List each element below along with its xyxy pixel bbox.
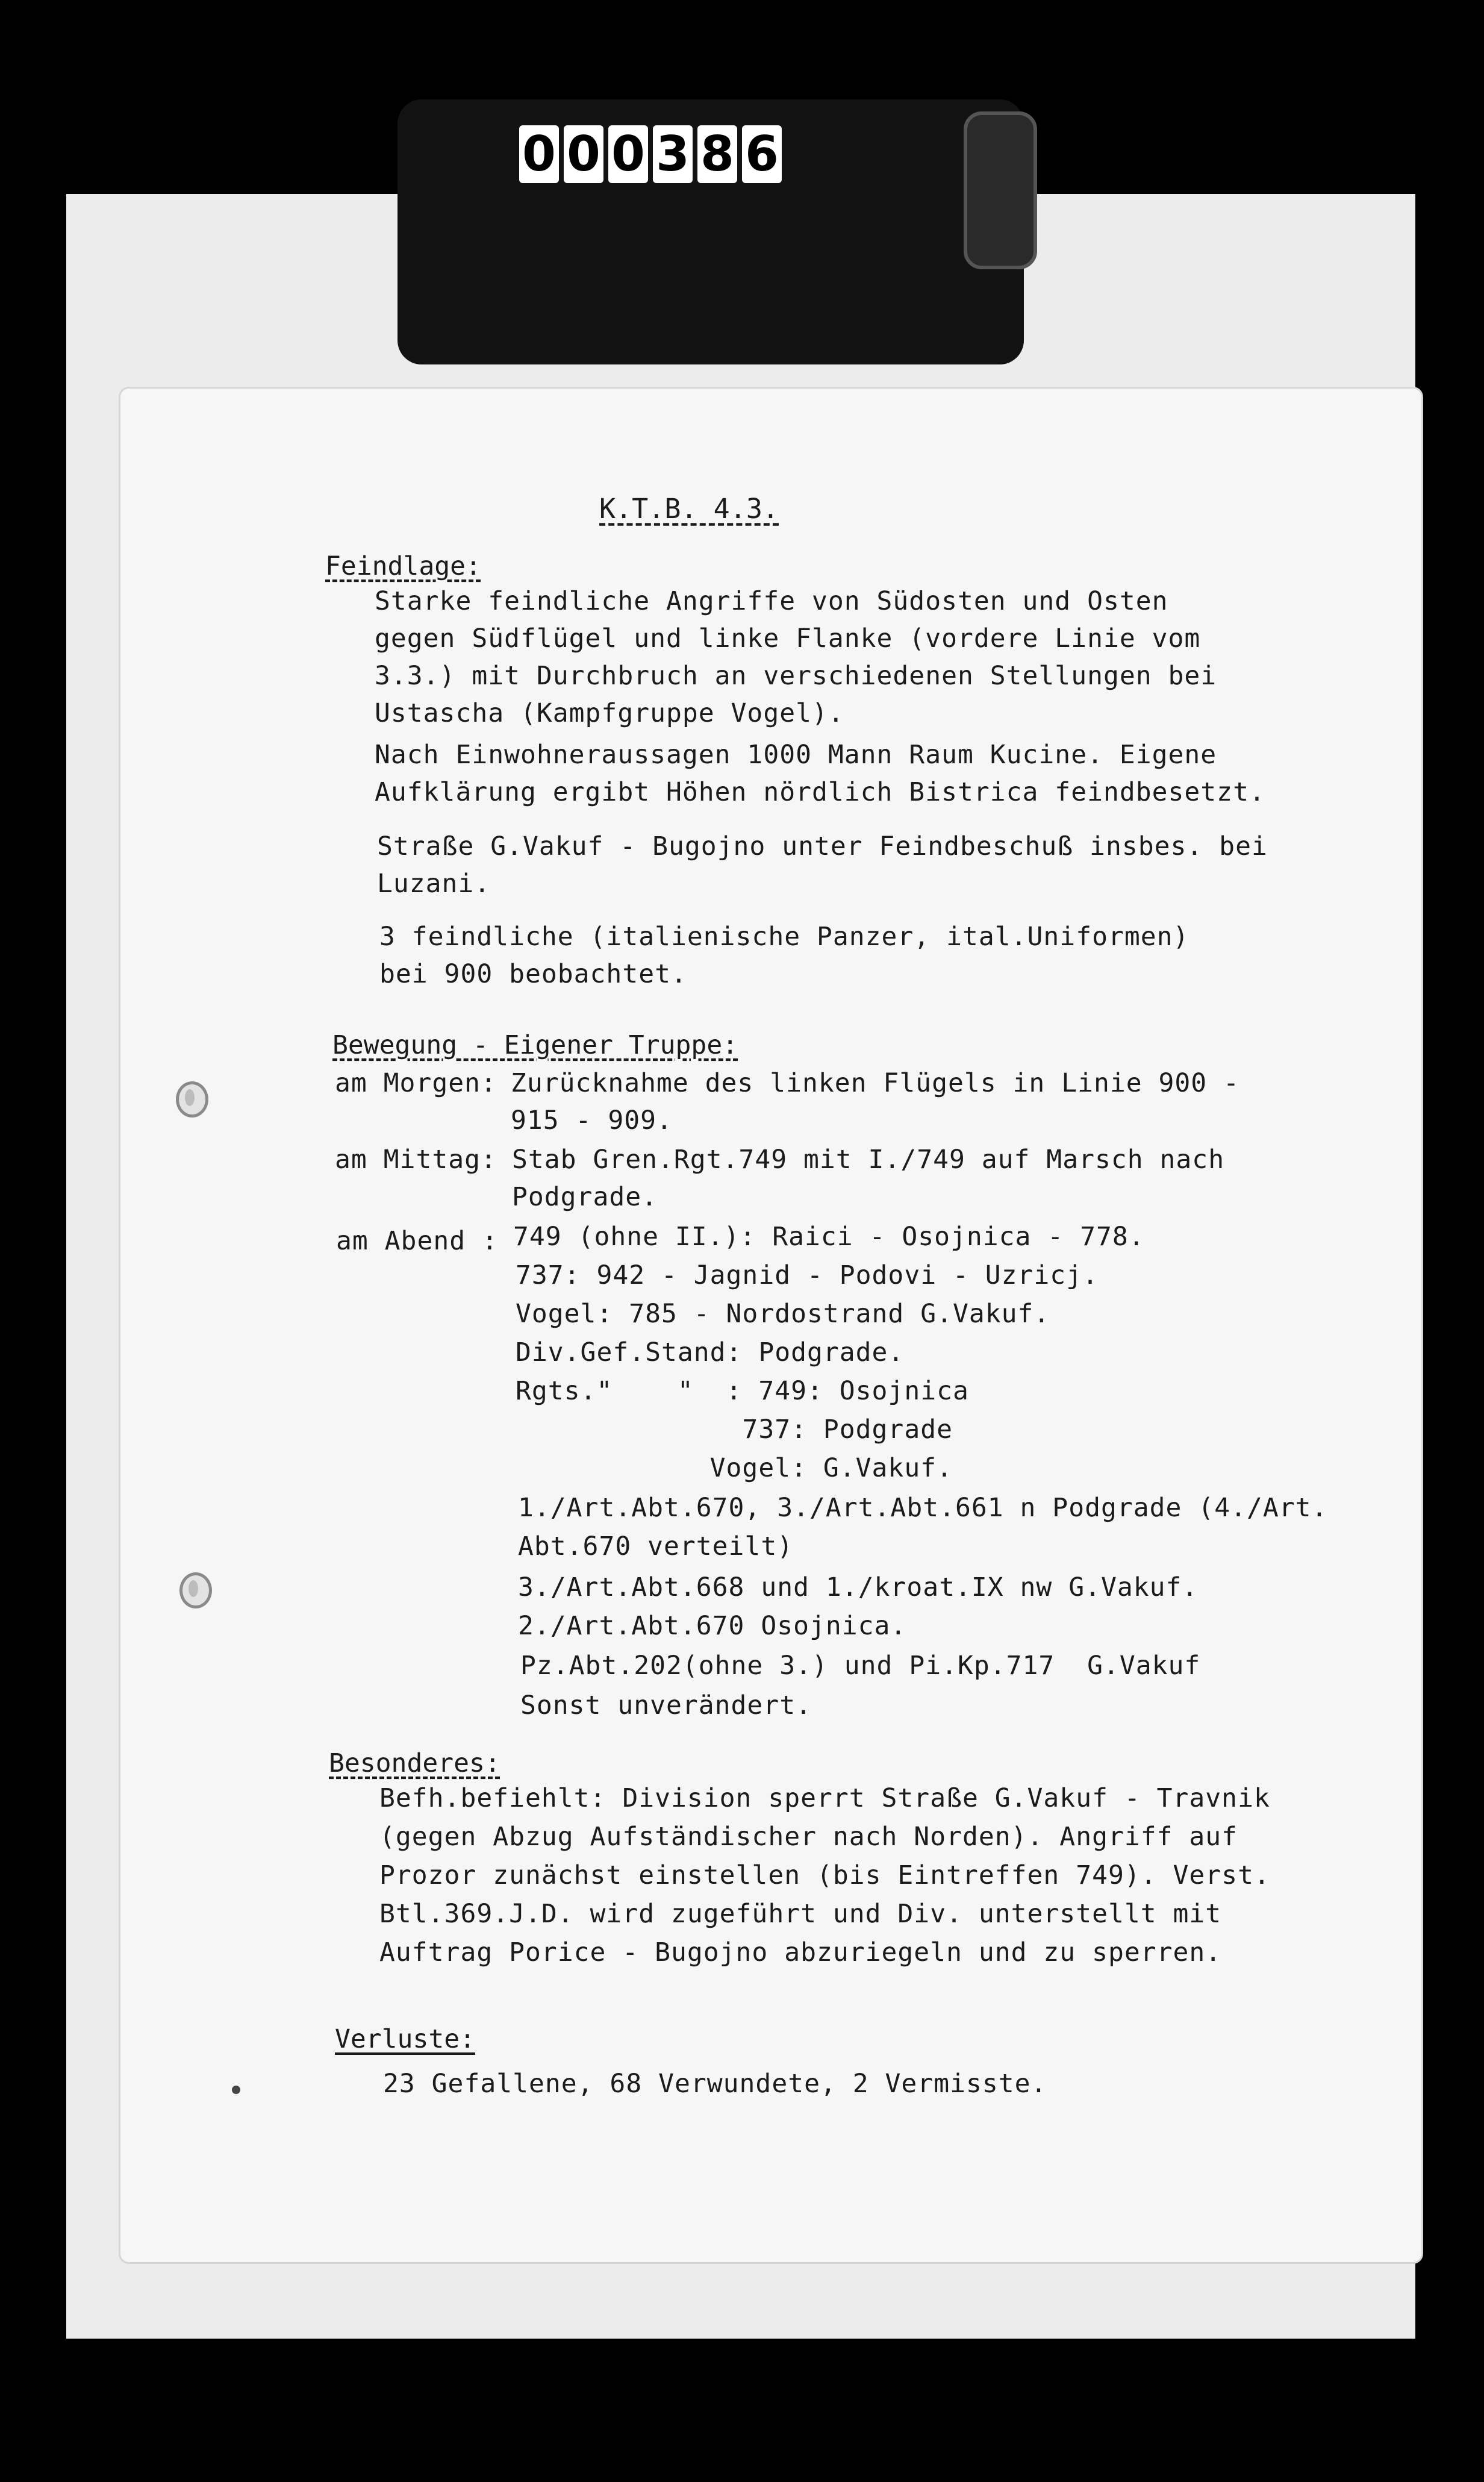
text-line: Rgts." " : 749: Osojnica <box>516 1376 969 1406</box>
page-title: K.T.B. 4.3. <box>599 493 779 525</box>
time-label-mittag: am Mittag: <box>335 1145 497 1175</box>
text-line: Aufklärung ergibt Höhen nördlich Bistrica feindbesetzt. <box>375 777 1265 807</box>
text-line: Sonst unverändert. <box>520 1690 812 1721</box>
punch-hole-top <box>176 1081 208 1118</box>
counter-digit: 3 <box>653 125 693 183</box>
text-line: 1./Art.Abt.670, 3./Art.Abt.661 n Podgrade (4./Art. <box>518 1493 1328 1523</box>
text-line: Stab Gren.Rgt.749 mit I./749 auf Marsch nach <box>512 1145 1225 1175</box>
section-heading-feindlage: Feindlage: <box>325 551 481 581</box>
counter-digit: 8 <box>697 125 737 183</box>
frame-counter-digits <box>519 125 782 186</box>
text-line: gegen Südflügel und linke Flanke (vordere Linie vom <box>375 624 1201 654</box>
text-line: Abt.670 verteilt) <box>518 1531 794 1561</box>
text-line: 23 Gefallene, 68 Verwundete, 2 Vermisste. <box>383 2069 1047 2099</box>
text-line: Starke feindliche Angriffe von Südosten und Osten <box>375 586 1168 616</box>
text-line: (gegen Abzug Aufständischer nach Norden). Angriff auf <box>379 1822 1238 1852</box>
text-line: Befh.befiehlt: Division sperrt Straße G.Vakuf - Travnik <box>379 1783 1270 1813</box>
text-line: Nach Einwohneraussagen 1000 Mann Raum Kucine. Eigene <box>375 740 1217 770</box>
text-line: Straße G.Vakuf - Bugojno unter Feindbeschuß insbes. bei <box>377 831 1268 861</box>
text-line: Pz.Abt.202(ohne 3.) und Pi.Kp.717 G.Vakuf <box>520 1651 1201 1681</box>
text-line: Vogel: G.Vakuf. <box>516 1453 953 1483</box>
text-line: 2./Art.Abt.670 Osojnica. <box>518 1611 907 1641</box>
counter-knob <box>964 111 1037 269</box>
text-line: Vogel: 785 - Nordostrand G.Vakuf. <box>516 1299 1050 1329</box>
text-line: bei 900 beobachtet. <box>379 959 687 989</box>
text-line: Zurücknahme des linken Flügels in Linie 900 - <box>511 1068 1239 1098</box>
speck <box>232 2086 240 2094</box>
text-line: Div.Gef.Stand: Podgrade. <box>516 1337 905 1368</box>
text-line: 3 feindliche (italienische Panzer, ital.Uniformen) <box>379 922 1189 952</box>
punch-hole-bottom <box>179 1572 212 1608</box>
time-label-morgen: am Morgen: <box>335 1068 497 1098</box>
text-line: Podgrade. <box>512 1182 658 1212</box>
counter-digit: 0 <box>608 125 648 183</box>
text-line: Btl.369.J.D. wird zugeführt und Div. unterstellt mit <box>379 1899 1222 1929</box>
counter-digit: 6 <box>742 125 782 183</box>
text-line: 749 (ohne II.): Raici - Osojnica - 778. <box>513 1222 1145 1252</box>
section-heading-besonderes: Besonderes: <box>329 1748 500 1778</box>
text-line: 3./Art.Abt.668 und 1./kroat.IX nw G.Vakuf. <box>518 1572 1199 1602</box>
counter-digit: 0 <box>519 125 559 183</box>
text-line: 737: 942 - Jagnid - Podovi - Uzricj. <box>516 1260 1099 1290</box>
text-line: Luzani. <box>377 869 491 899</box>
time-label-abend: am Abend : <box>336 1226 498 1256</box>
text-line: Auftrag Porice - Bugojno abzuriegeln und zu sperren. <box>379 1937 1222 1968</box>
section-heading-bewegung: Bewegung - Eigener Truppe: <box>332 1030 738 1060</box>
text-line: 737: Podgrade <box>516 1414 953 1445</box>
section-heading-verluste: Verluste: <box>335 2024 475 2054</box>
text-line: Prozor zunächst einstellen (bis Eintreffen 749). Verst. <box>379 1860 1270 1890</box>
counter-digit: 0 <box>564 125 603 183</box>
text-line: 3.3.) mit Durchbruch an verschiedenen Stellungen bei <box>375 661 1217 691</box>
text-line: 915 - 909. <box>511 1105 673 1136</box>
text-line: Ustascha (Kampfgruppe Vogel). <box>375 698 844 728</box>
